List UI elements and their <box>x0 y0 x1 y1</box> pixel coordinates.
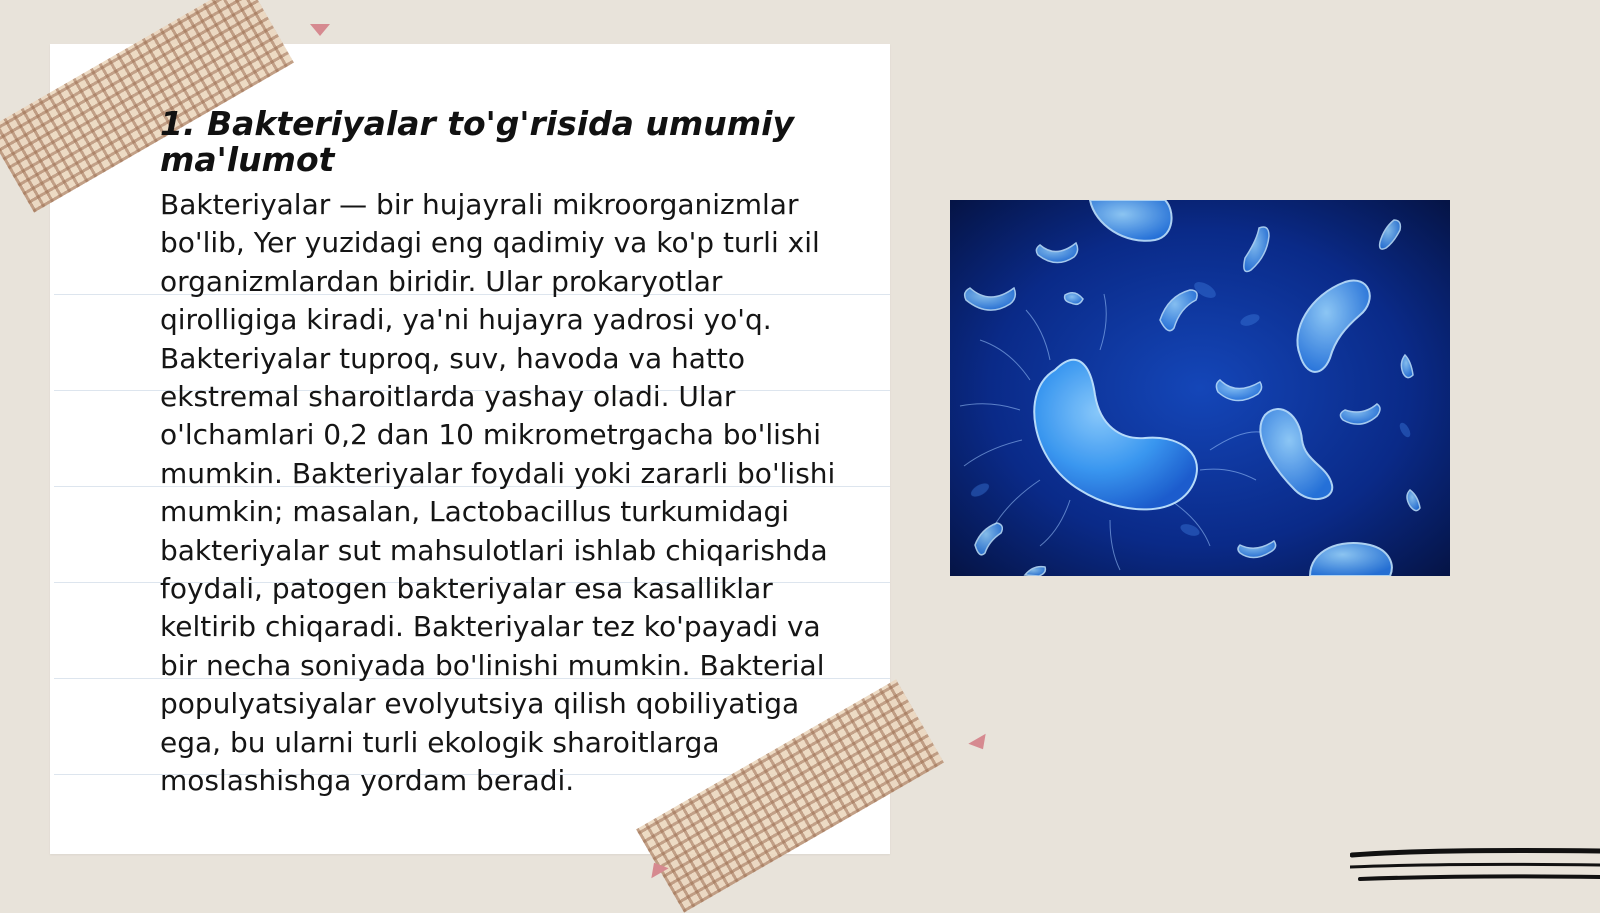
slide-body-text: Bakteriyalar — bir hujayrali mikroorganizmlar bo'lib, Yer yuzidagi eng qadimiy va ko'p turli xil organizmlardan biridir. Ular prokaryotlar qirolligiga kiradi, ya'ni hujayra yadrosi yo'q. Bakteriyalar tuproq, suv, havoda va hatto ekstremal sharoitlarda yashay oladi. Ular o'lchamlari 0,2 dan 10 mikrometrgacha bo'lishi mumkin. Bakteriyalar foydali yoki zararli bo'lishi mumkin; masalan, Lactobacillus turkumidagi bakteriyalar sut mahsulotlari ishlab chiqarishda foydali, patogen bakteriyalar esa kasalliklar keltirib chiqaradi. Bakteriyalar tez ko'payadi va bir necha soniyada bo'linishi mumkin. Bakterial populyatsiyalar evolyutsiya qilish qobiliyatiga ega, bu ularni turli ekologik sharoitlarga moslashishga yordam beradi. <box>160 188 836 798</box>
decorative-lines <box>1350 845 1600 895</box>
pin-icon <box>310 24 330 36</box>
slide-title: 1. Bakteriyalar to'g'risida umumiy ma'lumot <box>160 104 794 179</box>
pin-icon <box>968 734 991 754</box>
bacteria-illustration-icon <box>950 200 1450 576</box>
